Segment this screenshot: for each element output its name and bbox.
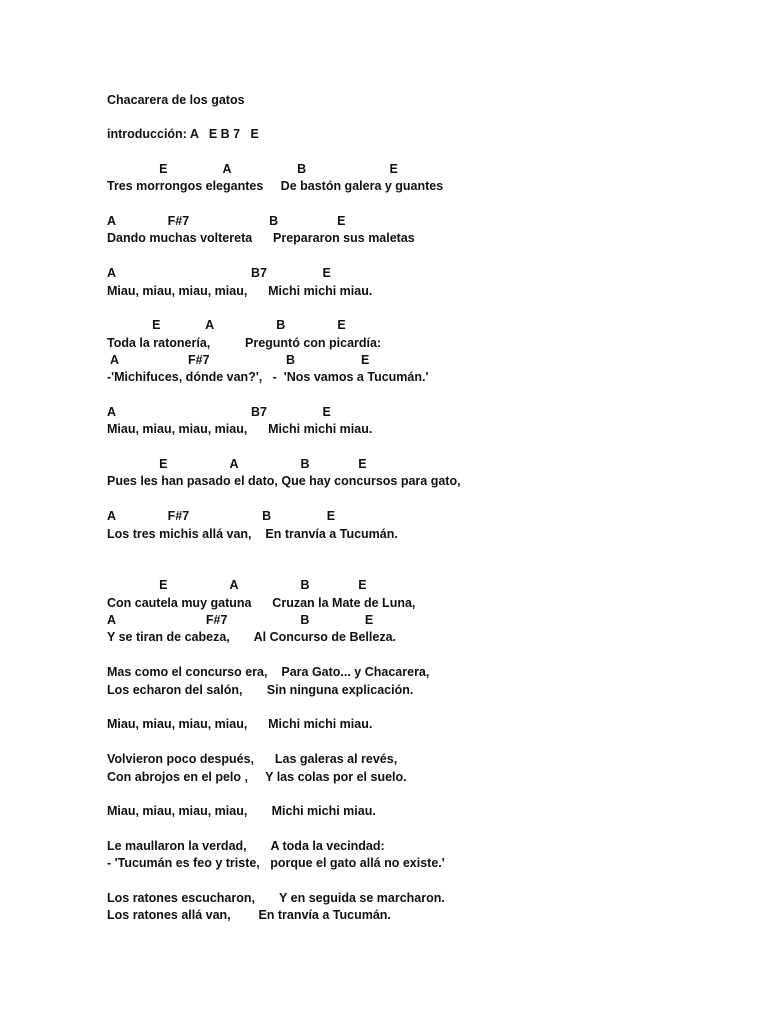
lyric-line: Y se tiran de cabeza, Al Concurso de Belleza. xyxy=(107,630,396,644)
lyric-line: Dando muchas voltereta Prepararon sus maletas xyxy=(107,231,415,245)
lyric-line: Toda la ratonería, Preguntó con picardía: xyxy=(107,336,382,350)
intro-line: introducción: A E B 7 E xyxy=(107,127,259,141)
lyric-line: - 'Tucumán es feo y triste, porque el gato allá no existe.' xyxy=(107,856,445,870)
chord-line: A B7 E xyxy=(107,266,331,280)
lyric-line: Los ratones escucharon, Y en seguida se marcharon. xyxy=(107,891,445,905)
lyric-line: Miau, miau, miau, miau, Michi michi miau. xyxy=(107,717,373,731)
chord-line: A F#7 B E xyxy=(107,509,336,523)
lyric-line: Le maullaron la verdad, A toda la vecindad: xyxy=(107,839,385,853)
lyric-line: Con cautela muy gatuna Cruzan la Mate de Luna, xyxy=(107,596,416,610)
lyric-line: Los ratones allá van, En tranvía a Tucumán. xyxy=(107,908,391,922)
lyric-line: Miau, miau, miau, miau, Michi michi miau. xyxy=(107,804,376,818)
lyric-line: Mas como el concurso era, Para Gato... y Chacarera, xyxy=(107,665,430,679)
chord-line: E A B E xyxy=(107,318,346,332)
lyric-line: Con abrojos en el pelo , Y las colas por el suelo. xyxy=(107,770,407,784)
chord-line: A F#7 B E xyxy=(107,613,374,627)
chord-line: E A B E xyxy=(107,162,398,176)
song-title: Chacarera de los gatos xyxy=(107,93,245,107)
chord-line: A B7 E xyxy=(107,405,331,419)
lyric-line: Miau, miau, miau, miau, Michi michi miau. xyxy=(107,422,373,436)
chord-line: A F#7 B E xyxy=(107,353,370,367)
chord-line: E A B E xyxy=(107,457,367,471)
lyric-line: Los tres michis allá van, En tranvía a Tucumán. xyxy=(107,527,398,541)
lyric-line: Volvieron poco después, Las galeras al revés, xyxy=(107,752,398,766)
lyric-line: Pues les han pasado el dato, Que hay concursos para gato, xyxy=(107,474,461,488)
lyric-line: Tres morrongos elegantes De bastón galera y guantes xyxy=(107,179,444,193)
chord-line: A F#7 B E xyxy=(107,214,346,228)
lyric-line: -'Michifuces, dónde van?', - 'Nos vamos a Tucumán.' xyxy=(107,370,429,384)
lyric-line: Miau, miau, miau, miau, Michi michi miau. xyxy=(107,284,373,298)
chord-line: E A B E xyxy=(107,578,367,592)
lyric-line: Los echaron del salón, Sin ninguna explicación. xyxy=(107,683,414,697)
